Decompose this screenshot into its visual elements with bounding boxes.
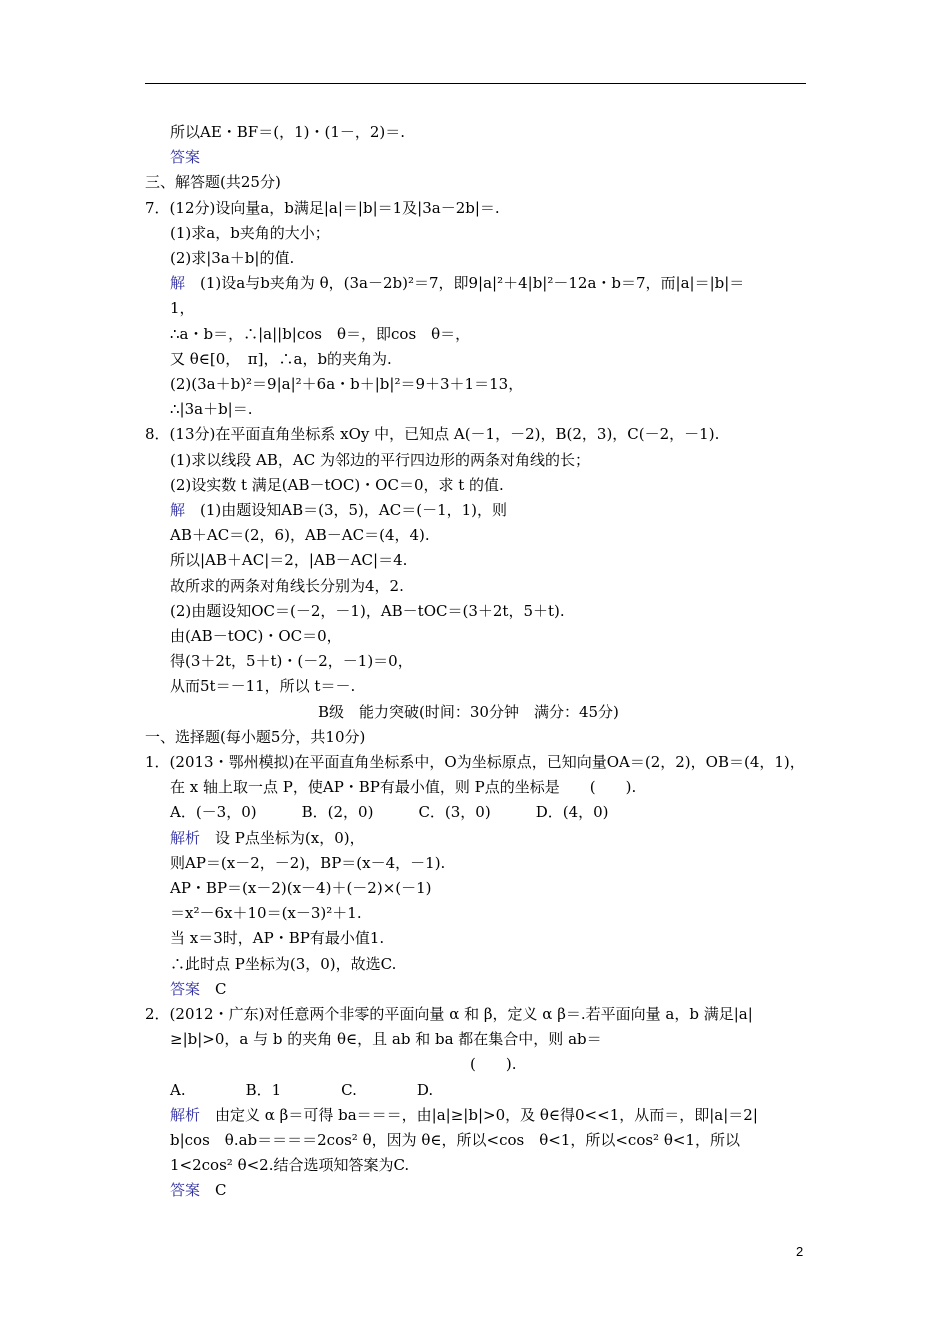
text-line: 1．(2013・鄂州模拟)在平面直角坐标系中，O为坐标原点，已知向量OA＝(2，2)，OB＝(4，1)，: [145, 753, 805, 771]
text-line: 当 x＝3时，AP・BP有最小值1.: [170, 929, 385, 948]
text-line: 解 (1)设a与b夹角为 θ，(3a－2b)²＝7，即9|a|²＋4|b|²－12a・b＝7，而|a|＝|b|＝: [170, 274, 745, 293]
text-line: 解析 设 P点坐标为(x，0)，: [170, 828, 365, 847]
text-line: ∴此时点 P坐标为(3，0)，故选C.: [170, 954, 397, 973]
text-line: 所以|AB＋AC|＝2，|AB－AC|＝4.: [170, 551, 408, 570]
text-line: 解 (1)由题设知AB＝(3，5)，AC＝(－1，1)，则: [170, 501, 508, 519]
text-line: (2)由题设知OC＝(－2，－1)，AB－tOC＝(3＋2t，5＋t).: [170, 601, 565, 620]
text-line: (2)设实数 t 满足(AB－tOC)・OC＝0，求 t 的值.: [170, 475, 504, 494]
text-line: 7．(12分)设向量a，b满足|a|＝|b|＝1及|3a－2b|＝.: [145, 198, 500, 217]
section-label: 答案: [170, 979, 201, 998]
text-line: 一、选择题(每小题5分，共10分): [145, 727, 366, 746]
text-line: 答案 C: [170, 1181, 227, 1200]
text-line: 在 x 轴上取一点 P，使AP・BP有最小值，则 P点的坐标是 ( ).: [170, 778, 637, 797]
text-line: 从而5t＝－11，所以 t＝－.: [170, 677, 356, 696]
text-line: ( ).: [470, 1055, 517, 1074]
text-line: ≥|b|>0，a 与 b 的夹角 θ∈，且 ab 和 ba 都在集合中，则 ab＝: [170, 1030, 602, 1049]
text-line: 则AP＝(x－2，－2)，BP＝(x－4，－1).: [170, 853, 446, 872]
text-line: 2．(2012・广东)对任意两个非零的平面向量 α 和 β，定义 α β＝.若平面向量 a，b 满足|a|: [145, 1005, 753, 1023]
text-line: 故所求的两条对角线长分别为4，2.: [170, 576, 404, 595]
text-line: (1)求a，b夹角的大小；: [170, 223, 330, 242]
section-label: 解析: [170, 828, 201, 847]
section-label: 答案: [170, 1181, 201, 1200]
text-line: b|cos θ.ab＝＝＝＝2cos² θ，因为 θ∈，所以<cos θ<1，所以<cos² θ<1，所以: [170, 1131, 740, 1149]
section-label: 解: [170, 274, 186, 293]
text-line: 答案 C: [170, 979, 227, 998]
header-rule: [145, 83, 806, 84]
text-line: 三、解答题(共25分): [145, 173, 281, 192]
text-line: A．(－3，0) B．(2，0) C．(3，0) D．(4，0): [170, 803, 609, 822]
text-line: B级 能力突破(时间：30分钟 满分：45分): [318, 702, 619, 721]
text-line: (1)求以线段 AB，AC 为邻边的平行四边形的两条对角线的长；: [170, 450, 590, 469]
section-label: 解: [170, 501, 186, 519]
text-line: ∴|3a＋b|＝.: [170, 400, 253, 419]
text-line: 1<2cos² θ<2.结合选项知答案为C.: [170, 1156, 410, 1175]
text-line: 又 θ∈[0， π]，∴a，b的夹角为.: [170, 349, 392, 368]
text-line: 答案: [170, 148, 201, 167]
text-line: 由(AB－tOC)・OC＝0，: [170, 627, 342, 645]
text-line: AB＋AC＝(2，6)，AB－AC＝(4，4).: [170, 526, 430, 545]
text-line: (2)求|3a＋b|的值.: [170, 249, 295, 267]
text-line: ∴a・b＝，∴|a||b|cos θ＝，即cos θ＝，: [170, 324, 471, 343]
text-line: (2)(3a＋b)²＝9|a|²＋6a・b＋|b|²＝9＋3＋1＝13，: [170, 375, 524, 393]
text-line: ＝x²－6x＋10＝(x－3)²＋1.: [170, 904, 362, 923]
text-line: 得(3＋2t，5＋t)・(－2，－1)＝0，: [170, 652, 413, 671]
text-line: 1，: [170, 299, 195, 318]
text-line: 所以AE・BF＝(，1)・(1－，2)＝.: [170, 123, 406, 141]
text-line: AP・BP＝(x－2)(x－4)＋(－2)×(－1): [170, 879, 432, 897]
text-line: A. B．1 C. D.: [170, 1080, 434, 1099]
page-number: 2: [796, 1244, 804, 1259]
text-line: 8．(13分)在平面直角坐标系 xOy 中，已知点 A(－1，－2)，B(2，3)，C(－2，－1).: [145, 425, 720, 444]
text-line: 解析 由定义 α β＝可得 ba＝＝＝，由|a|≥|b|>0，及 θ∈得0<<1，从而＝，即|a|＝2|: [170, 1105, 758, 1124]
section-label: 解析: [170, 1105, 201, 1124]
